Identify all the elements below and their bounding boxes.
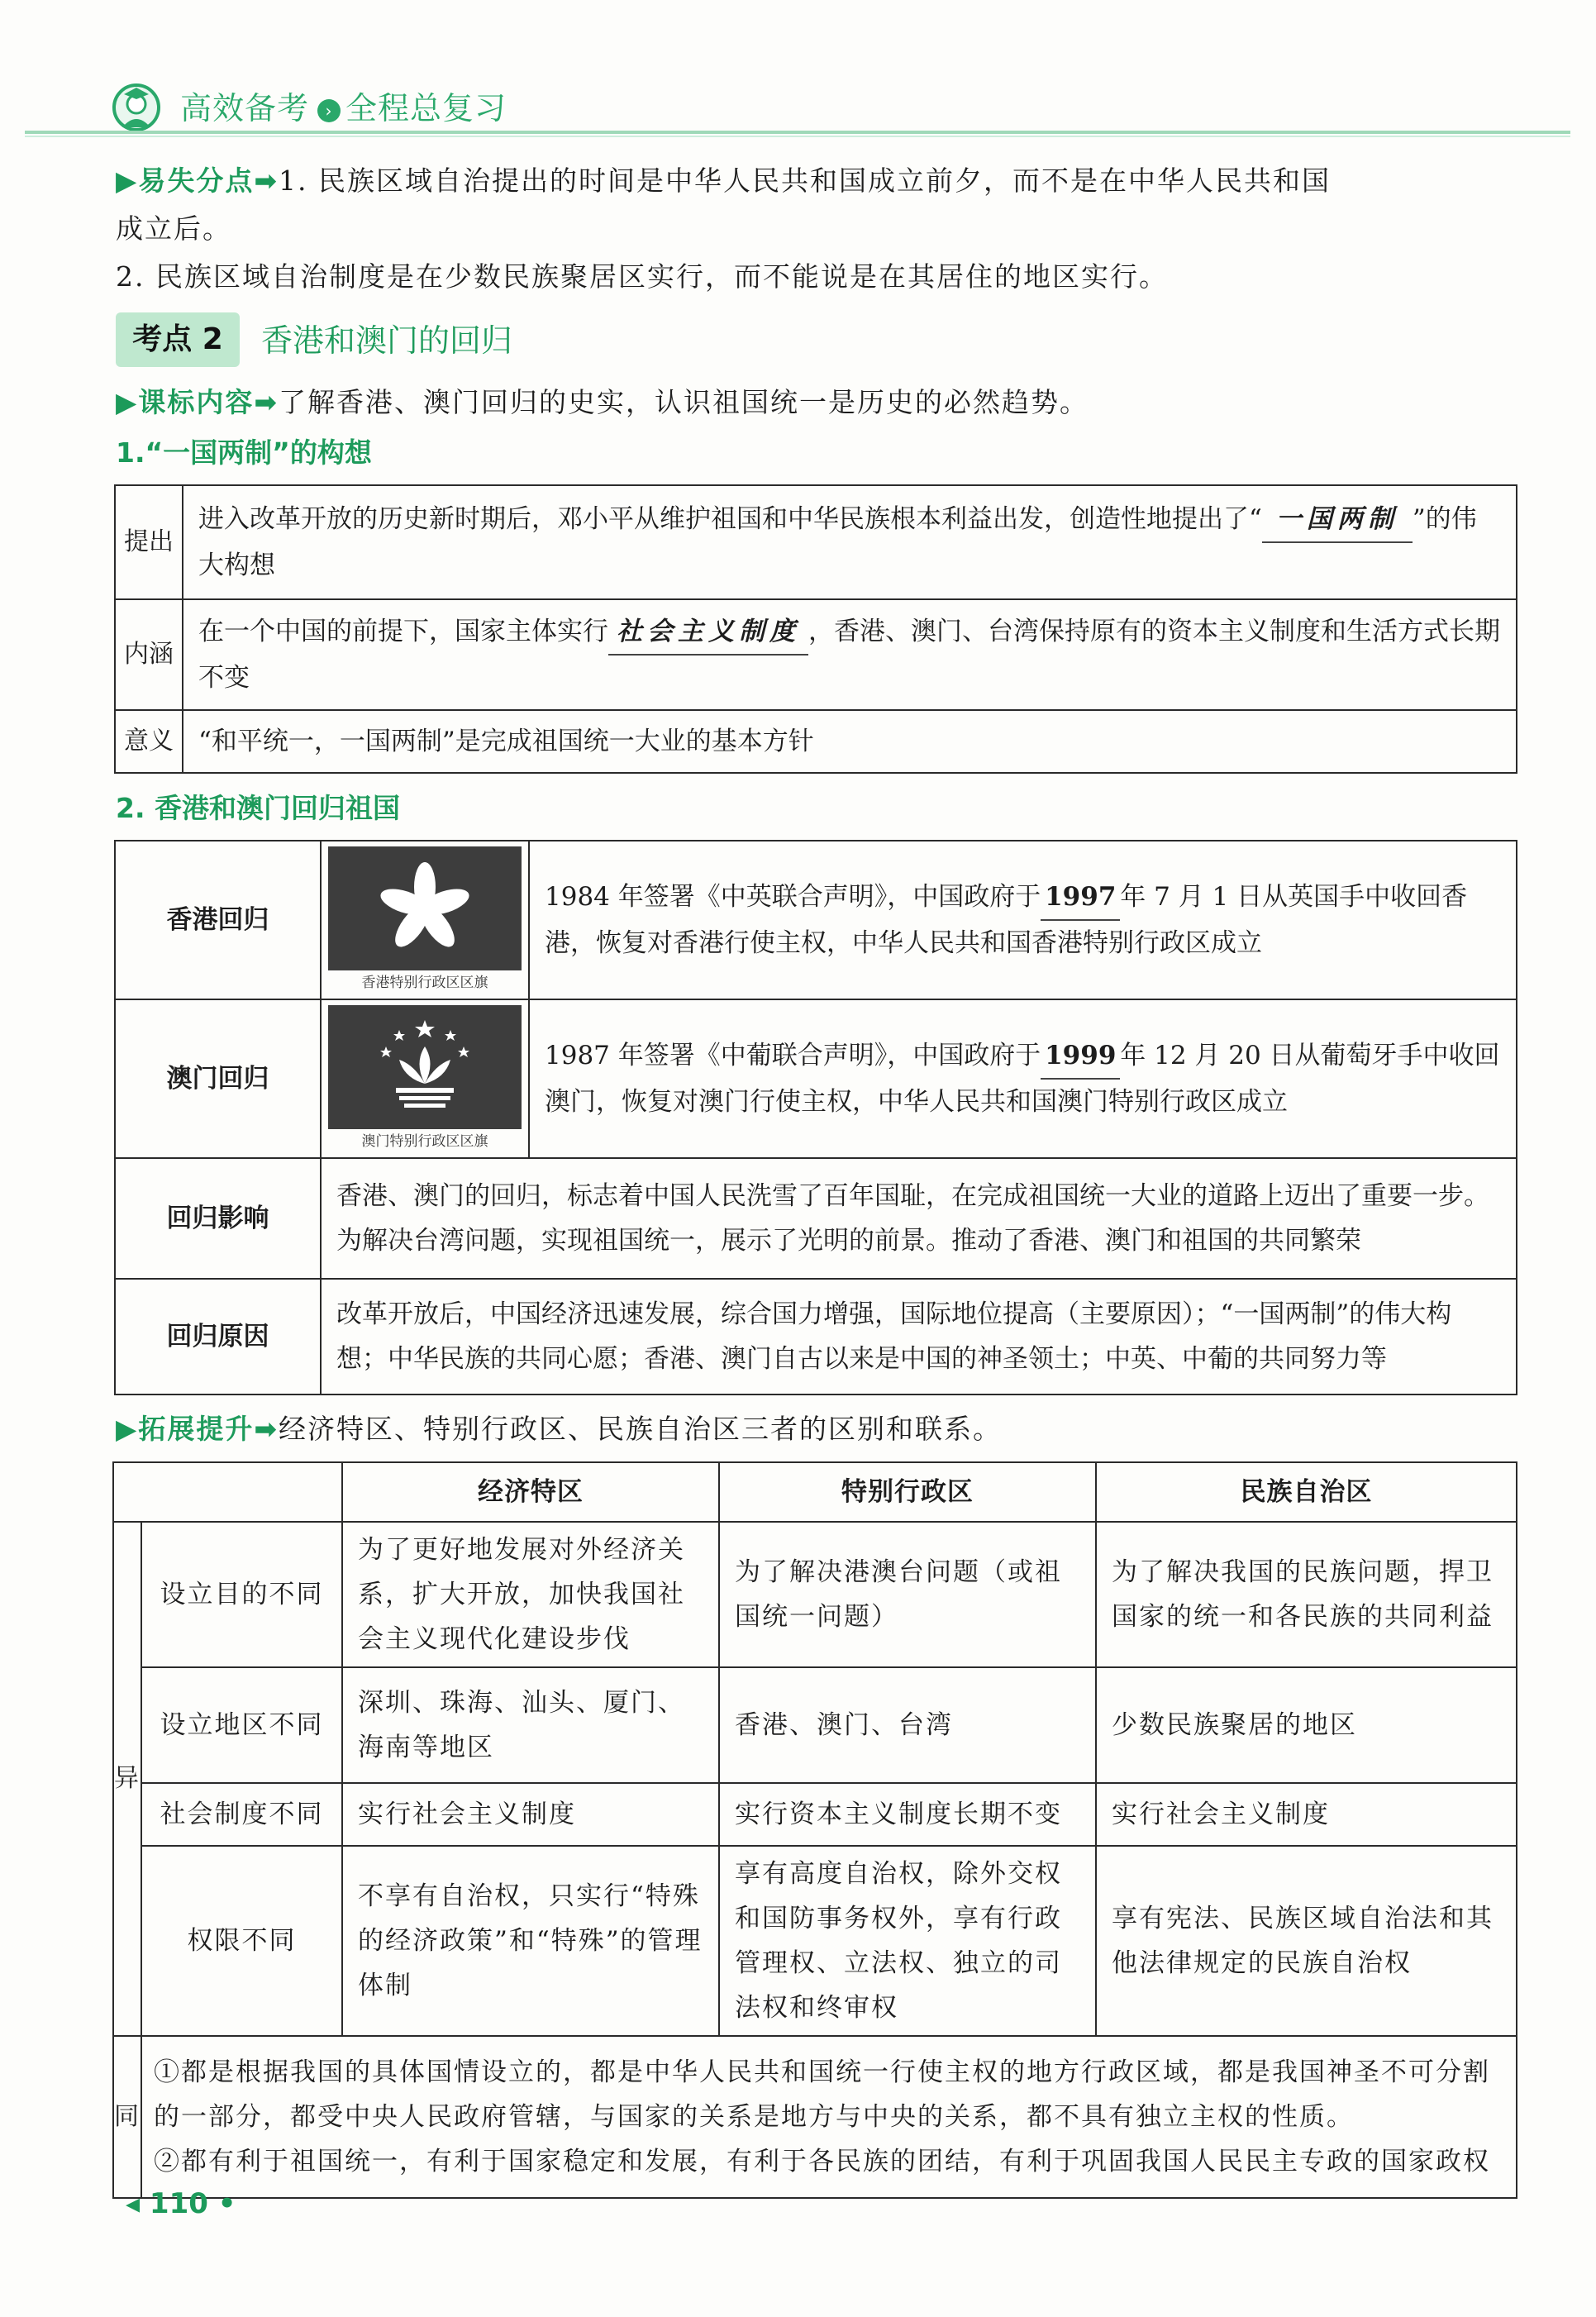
header-rule: [25, 131, 1570, 134]
diff-label: 异: [113, 1522, 141, 2036]
table-cell: 为了更好地发展对外经济关系，扩大开放，加快我国社会主义现代化建设步伐: [342, 1522, 719, 1667]
blank-answer: 一国两制: [1262, 497, 1413, 543]
mistakes-line2: 2. 民族区域自治制度是在少数民族聚居区实行，而不能说是在其居住的地区实行。: [116, 260, 1168, 293]
row-label: 权限不同: [141, 1846, 342, 2036]
mistakes-line1: ▶易失分点➡1. 民族区域自治提出的时间是中华人民共和国成立前夕，而不是在中华人民共和国: [116, 164, 1332, 197]
triangle-left-icon: ◂: [126, 2187, 150, 2220]
yiguo-liangzhi-table: [114, 484, 1517, 774]
table-row: [113, 1783, 1517, 1846]
table-header-row: [113, 1462, 1517, 1522]
column-header: 经济特区: [342, 1462, 719, 1522]
hk-flag-cell: [321, 841, 529, 999]
page-header: [25, 73, 1570, 139]
row-content: 进入改革开放的历史新时期后，邓小平从维护祖国和中华民族根本利益出发，创造性地提出了“ 一国两制 ”的伟大构想: [183, 485, 1517, 599]
table-row: [115, 710, 1517, 773]
table-row: [113, 2036, 1517, 2198]
same-content: [141, 2036, 1517, 2198]
mo-flag-cell: [321, 999, 529, 1158]
row-content: 在一个中国的前提下，国家主体实行 社会主义制度 ，香港、澳门、台湾保持原有的资本主义制度和生活方式长期不变: [183, 599, 1517, 710]
table-cell: 享有宪法、民族区域自治法和其他法律规定的民族自治权: [1096, 1846, 1517, 2036]
mistakes-line1-cont: 成立后。: [116, 212, 231, 245]
extend-line: ▶拓展提升➡经济特区、特别行政区、民族自治区三者的区别和联系。: [116, 1413, 1003, 1445]
row-head: 提出: [115, 485, 183, 599]
table-cell: 深圳、珠海、汕头、厦门、海南等地区: [342, 1667, 719, 1783]
mistakes-tag: 易失分点: [138, 164, 255, 197]
row-content: 1987 年签署《中葡联合声明》，中国政府于 1999 年 12 月 20 日从葡萄牙手中收回澳门，恢复对澳门行使主权，中华人民共和国澳门特别行政区成立: [529, 999, 1517, 1158]
table-row: [115, 1279, 1517, 1394]
table-row: [115, 1158, 1517, 1279]
corner-cell: [113, 1462, 342, 1522]
table-row: [113, 1522, 1517, 1667]
page-number: ◂ 110 •: [126, 2187, 236, 2220]
kaodian-title: 香港和澳门的回归: [261, 322, 513, 359]
table-row: [113, 1846, 1517, 2036]
column-header: 民族自治区: [1096, 1462, 1517, 1522]
table-cell: 少数民族聚居的地区: [1096, 1667, 1517, 1783]
column-header: 特别行政区: [719, 1462, 1096, 1522]
row-content: 香港、澳门的回归，标志着中国人民洗雪了百年国耻，在完成祖国统一大业的道路上迈出了重要一步。为解决台湾问题，实现祖国统一，展示了光明的前景。推动了香港、澳门和祖国的共同繁荣: [321, 1158, 1517, 1279]
curriculum-tag: 课标内容: [138, 386, 255, 418]
hk-flag-icon: [328, 846, 522, 970]
blank-answer: 1997: [1041, 875, 1120, 921]
row-head: 回归影响: [115, 1158, 321, 1279]
row-head: 香港回归: [115, 841, 321, 999]
table-cell: 不享有自治权，只实行“特殊的经济政策”和“特殊”的管理体制: [342, 1846, 719, 2036]
table-cell: 为了解决我国的民族问题，捍卫国家的统一和各民族的共同利益: [1096, 1522, 1517, 1667]
table-cell: 实行社会主义制度: [1096, 1783, 1517, 1846]
table-row: [115, 999, 1517, 1158]
table-row: [115, 485, 1517, 599]
hk-flag-caption: 香港特别行政区区旗: [361, 975, 488, 991]
section2-title: 2. 香港和澳门回归祖国: [116, 792, 400, 824]
same-point-1: ①都是根据我国的具体国情设立的，都是中华人民共和国统一行使主权的地方行政区域，都是我国神圣不可分割的一部分，都受中央人民政府管辖，与国家的关系是地方与中央的关系，都不具有独立主权的性质。: [154, 2057, 1490, 2132]
header-rule-thin: [25, 136, 1570, 137]
section1-title: 1.“一国两制”的构想: [116, 436, 372, 469]
same-label: 同: [113, 2036, 141, 2198]
kaodian-label: 考点 2: [116, 312, 240, 367]
row-content: “和平统一，一国两制”是完成祖国统一大业的基本方针: [183, 710, 1517, 773]
table-row: [115, 599, 1517, 710]
macau-flag-icon: [328, 1005, 522, 1129]
arrow-right-icon: ›: [317, 99, 341, 122]
table-cell: 为了解决港澳台问题（或祖国统一问题）: [719, 1522, 1096, 1667]
table-cell: 实行资本主义制度长期不变: [719, 1783, 1096, 1846]
comparison-table: [112, 1461, 1517, 2199]
row-head: 内涵: [115, 599, 183, 710]
student-mascot-icon: [107, 79, 165, 132]
curriculum-line: ▶课标内容➡了解香港、澳门回归的史实，认识祖国统一是历史的必然趋势。: [116, 386, 1089, 418]
return-table: [114, 840, 1517, 1395]
blank-answer: 1999: [1041, 1033, 1120, 1080]
row-content: 改革开放后，中国经济迅速发展，综合国力增强，国际地位提高（主要原因）；“一国两制”的伟大构想；中华民族的共同心愿；香港、澳门自古以来是中国的神圣领土；中英、中葡的共同努力等: [321, 1279, 1517, 1394]
same-point-2: ②都有利于祖国统一，有利于国家稳定和发展，有利于各民族的团结，有利于巩固我国人民民主专政的国家政权: [154, 2147, 1490, 2176]
table-row: [113, 1667, 1517, 1783]
row-head: 澳门回归: [115, 999, 321, 1158]
row-head: 意义: [115, 710, 183, 773]
row-label: 设立地区不同: [141, 1667, 342, 1783]
table-cell: 实行社会主义制度: [342, 1783, 719, 1846]
row-label: 社会制度不同: [141, 1783, 342, 1846]
mo-flag-caption: 澳门特别行政区区旗: [361, 1133, 488, 1150]
table-cell: 享有高度自治权，除外交权和国防事务权外，享有行政管理权、立法权、独立的司法权和终审权: [719, 1846, 1096, 2036]
blank-answer: 社会主义制度: [608, 609, 808, 656]
row-content: 1984 年签署《中英联合声明》，中国政府于 1997 年 7 月 1 日从英国手中收回香港，恢复对香港行使主权，中华人民共和国香港特别行政区成立: [529, 841, 1517, 999]
row-label: 设立目的不同: [141, 1522, 342, 1667]
row-head: 回归原因: [115, 1279, 321, 1394]
brand-title: 高效备考 › 全程总复习: [180, 90, 507, 126]
table-cell: 香港、澳门、台湾: [719, 1667, 1096, 1783]
table-row: [115, 841, 1517, 999]
extend-tag: 拓展提升: [138, 1413, 255, 1445]
